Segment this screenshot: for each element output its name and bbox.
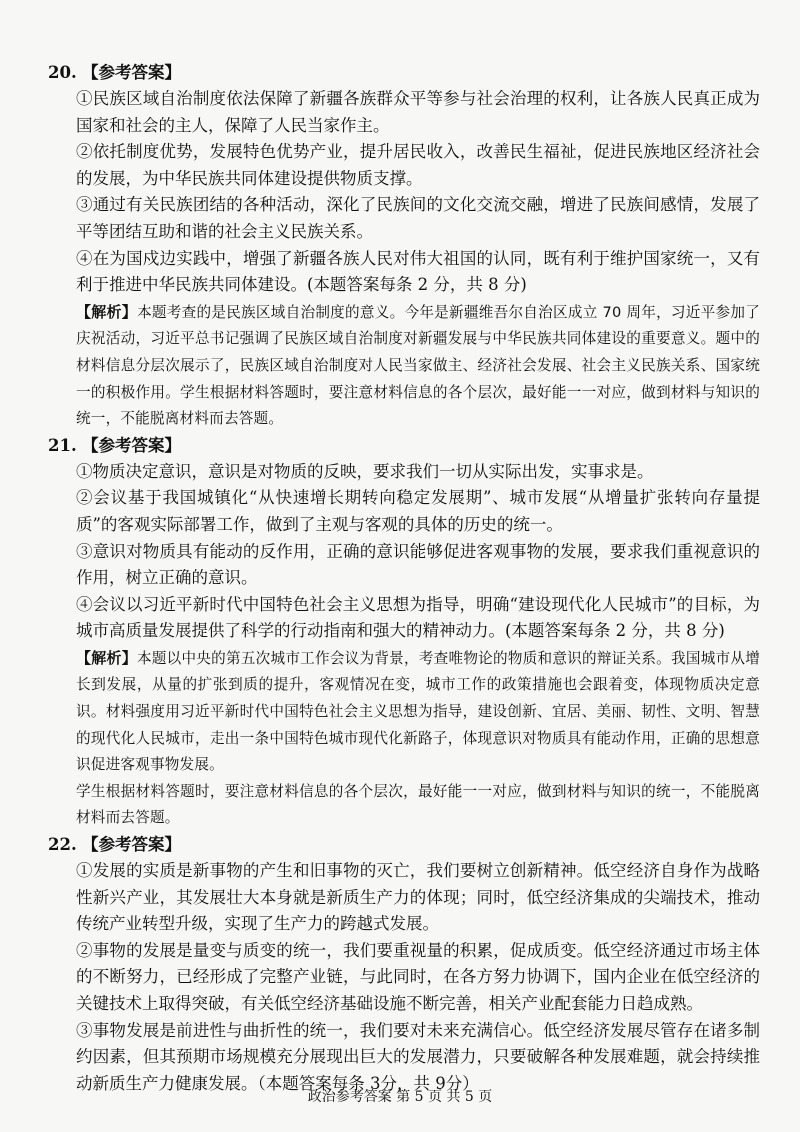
- answer-label: 【参考答案】: [82, 835, 181, 855]
- question-20: [48, 60, 760, 433]
- answer-point: ③意识对物质具有能动的反作用，正确的意识能够促进客观事物的发展，要求我们重视意识的作用，树立正确的意识。: [76, 541, 760, 588]
- answer-point: ④会议以习近平新时代中国特色社会主义思想为指导，明确“建设现代化人民城市”的目标，为城市高质量发展提供了科学的行动指南和强大的精神动力。(本题答案每条 2 分，共 8 分): [76, 594, 760, 641]
- answer-label: 【参考答案】: [82, 63, 181, 82]
- page-footer: 政治参考答案 第 5 页 共 5 页: [307, 1089, 493, 1105]
- analysis-extra: 学生根据材料答题时，要注意材料信息的各个层次，最好能一一对应，做到材料与知识的统一，不能脱离材料而去答题。: [76, 782, 760, 827]
- answer-point: ③事物发展是前进性与曲折性的统一，我们要对未来充满信心。低空经济发展尽管存在诸多制约因素，但其预期市场规模充分展现出巨大的发展潜力，只要破解各种发展难题，就会持续推动新质生产力健康发展。（本题答案每条 3分，共 9分）: [76, 1020, 760, 1093]
- question-22: [48, 832, 760, 1097]
- question-number: 21.: [48, 435, 77, 455]
- answer-point: ②依托制度优势，发展特色优势产业，提升居民收入，改善民生福祉，促进民族地区经济社会的发展，为中华民族共同体建设提供物质支撑。: [76, 142, 760, 188]
- question-heading: [48, 832, 760, 858]
- question-21: [48, 433, 760, 832]
- answer-point: ①物质决定意识，意识是对物质的反映，要求我们一切从实际出发，实事求是。: [76, 461, 654, 481]
- answer-point: ③通过有关民族团结的各种活动，深化了民族间的文化交流交融，增进了民族间感情，发展了平等团结互助和谐的社会主义民族关系。: [76, 195, 760, 241]
- analysis-paragraph: [76, 299, 760, 433]
- question-number: 22.: [48, 835, 77, 855]
- question-heading: [48, 60, 760, 86]
- answer-point: ④在为国戍边实践中，增强了新疆各族人民对伟大祖国的认同，既有利于维护国家统一，又有利于推进中华民族共同体建设。(本题答案每条 2 分，共 8 分): [76, 248, 760, 295]
- answer-content: [48, 60, 760, 1097]
- answer-point: ①民族区域自治制度依法保障了新疆各族群众平等参与社会治理的权利，让各族人民真正成为国家和社会的主人，保障了人民当家作主。: [76, 89, 760, 135]
- analysis-label: 【解析】: [76, 302, 138, 321]
- analysis-label: 【解析】: [76, 648, 137, 667]
- question-number: 20.: [48, 63, 77, 82]
- analysis-text: 本题考查的是民族区域自治制度的意义。今年是新疆维吾尔自治区成立 70 周年，习近平参加了庆祝活动，习近平总书记强调了民族区域自治制度对新疆发展与中华民族共同体建设的重要意义。题中的材料信息分层次展示了，民族区域自治制度对人民当家做主、经济社会发展、社会主义民族关系、国家统一的积极作用。学生根据材料答题时，要注意材料信息的各个层次，最好能一一对应，做到材料与知识的统一，不能脱离材料而去答题。: [76, 303, 760, 428]
- answer-label: 【参考答案】: [82, 435, 181, 455]
- answer-point: ①发展的实质是新事物的产生和旧事物的灭亡，我们要树立创新精神。低空经济自身作为战略性新兴产业，其发展壮大本身就是新质生产力的体现；同时，低空经济集成的尖端技术，推动传统产业转型升级，实现了生产力的跨越式发展。: [76, 861, 760, 934]
- analysis-paragraph: [76, 645, 760, 779]
- analysis-text: 本题以中央的第五次城市工作会议为背景，考查唯物论的物质和意识的辩证关系。我国城市从增长到发展，从量的扩张到质的提升，客观情况在变，城市工作的政策措施也会跟着变，体现物质决定意识。材料强度用习近平新时代中国特色社会主义思想为指导，建设创新、宜居、美丽、韧性、文明、智慧的现代化人民城市，走出一条中国特色城市现代化新路子，体现意识对物质具有能动作用，正确的思想意识促进客观事物发展。: [76, 649, 760, 774]
- answer-point: ②事物的发展是量变与质变的统一，我们要重视量的积累，促成质变。低空经济通过市场主体的不断努力，已经形成了完整产业链，与此同时，在各方努力协调下，国内企业在低空经济的关键技术上取得突破，有关低空经济基础设施不断完善，相关产业配套能力日趋成熟。: [76, 940, 760, 1013]
- question-heading: [48, 433, 760, 459]
- answer-point: ②会议基于我国城镇化“从快速增长期转向稳定发展期”、城市发展“从增量扩张转向存量提质”的客观实际部署工作，做到了主观与客观的具体的历史的统一。: [76, 488, 760, 534]
